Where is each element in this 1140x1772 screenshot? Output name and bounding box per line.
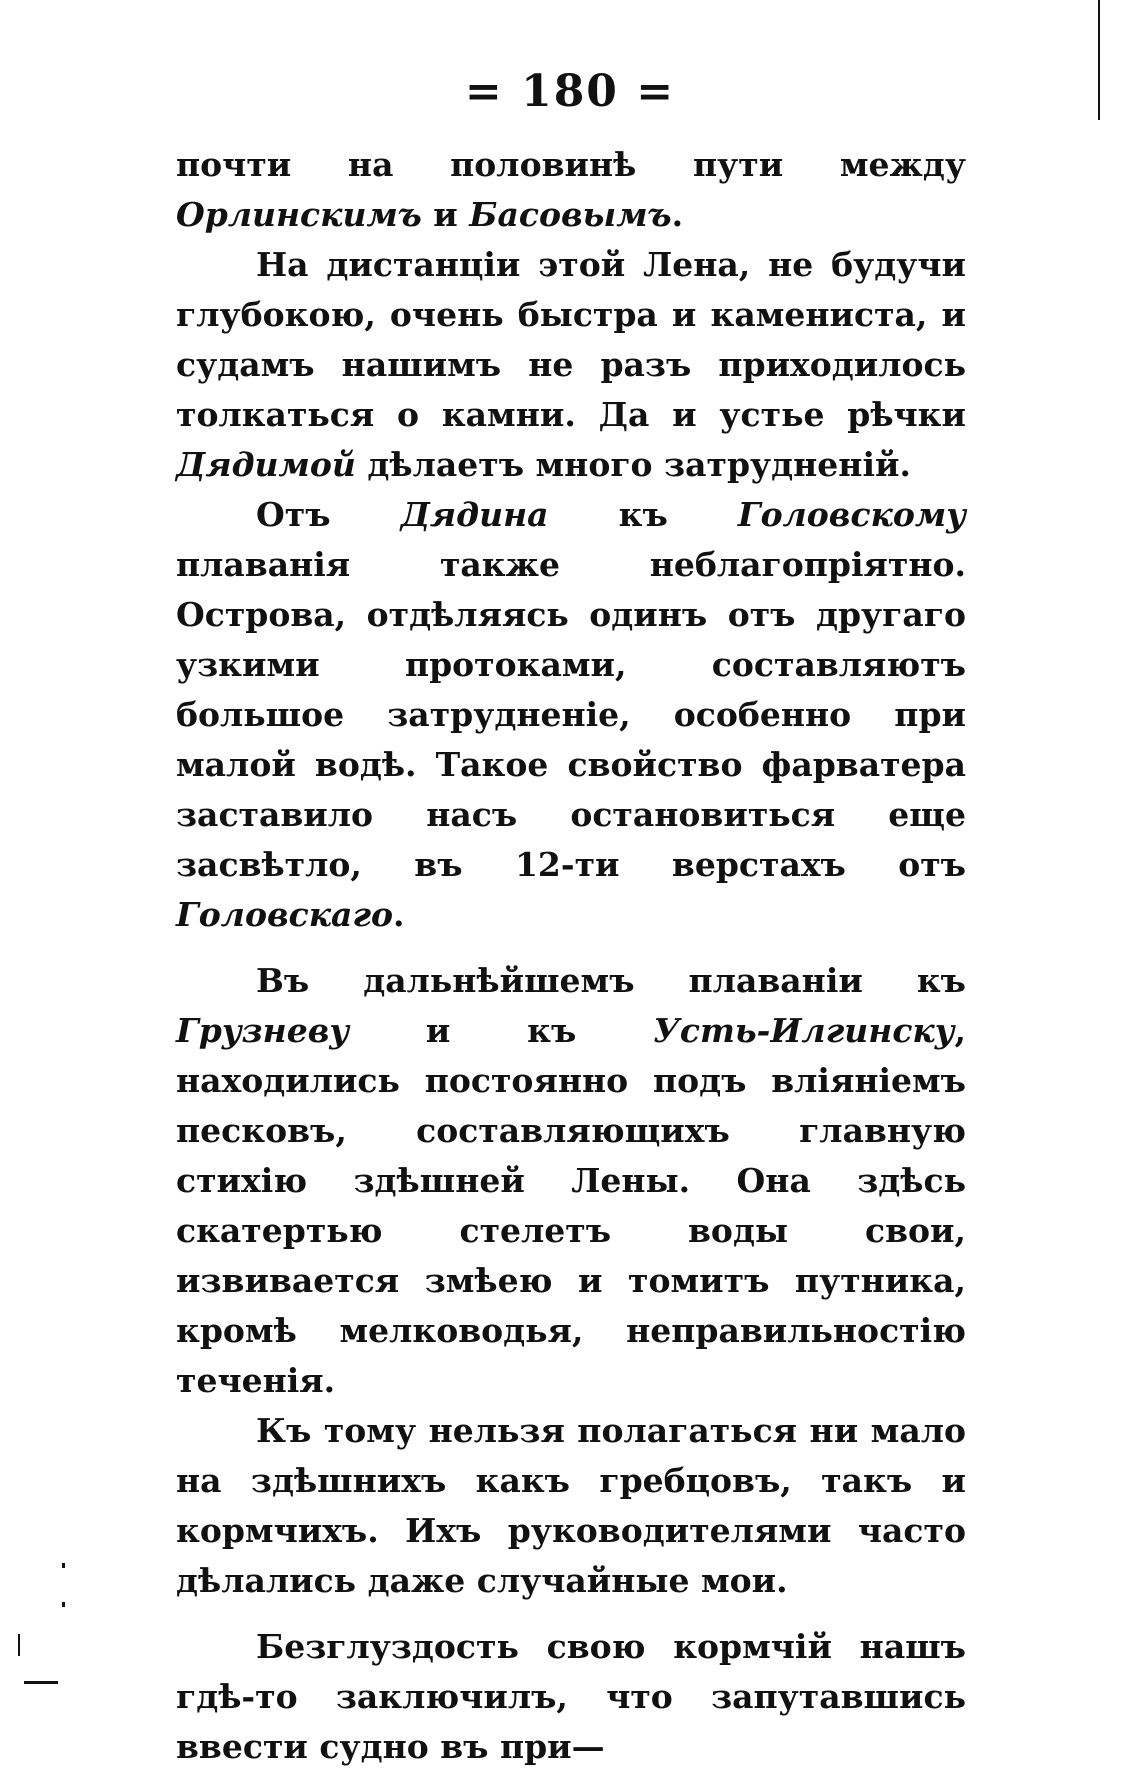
paragraph-content — [176, 245, 966, 484]
paragraph — [176, 1622, 966, 1772]
margin-rule — [1098, 0, 1100, 120]
margin-dot — [62, 1563, 65, 1568]
text-run: . — [393, 895, 405, 934]
paragraph — [176, 140, 966, 240]
text-run: Отъ — [256, 495, 401, 534]
text-run: Въ дальнѣйшемъ плаваніи къ — [256, 961, 966, 1000]
italic-place-name: Грузневу — [176, 1011, 350, 1050]
italic-place-name: Басовымъ — [469, 195, 672, 234]
paragraph-content — [176, 961, 966, 1400]
italic-place-name: Орлинскимъ — [176, 195, 422, 234]
paragraph-content — [176, 1627, 966, 1766]
italic-place-name: Головскаго — [176, 895, 394, 934]
page-text — [176, 140, 966, 1772]
text-run: Безглуздость свою кормчій нашъ гдѣ-то заключилъ, что запутавшись ввести судно въ при— — [176, 1627, 966, 1766]
paragraph-content — [176, 1411, 966, 1600]
margin-tick — [18, 1634, 20, 1656]
text-run: На дистанціи этой Лена, не будучи глубокою, очень быстра и камениста, и судамъ нашимъ не разъ приходилось толкаться о камни. Да и устье рѣчки — [176, 245, 966, 434]
margin-dash — [24, 1681, 58, 1684]
paragraph — [176, 490, 966, 940]
text-run: почти на половинѣ пути между — [176, 145, 966, 184]
italic-place-name: Дядина — [400, 495, 549, 534]
text-run: , находились постоянно подъ вліяніемъ песковъ, составляющихъ главную стихію здѣшней Лены. Она здѣсь скатертью стелетъ воды свои, извивается змѣею и томитъ путника, кромѣ мелководья, неправильностію теченія. — [176, 1011, 966, 1400]
italic-place-name: Дядимой — [176, 445, 356, 484]
text-run: и — [421, 195, 470, 234]
page-number: = 180 = — [464, 66, 676, 117]
margin-dot — [62, 1602, 65, 1607]
paragraph — [176, 240, 966, 490]
italic-place-name: Головскому — [737, 495, 967, 534]
paragraph-content — [176, 145, 966, 234]
text-run: дѣлаетъ много затрудненій. — [355, 445, 911, 484]
paragraph — [176, 956, 966, 1406]
text-run: плаванія также неблагопріятно. Острова, отдѣляясь одинъ отъ другаго узкими протоками, составляютъ большое затрудненіе, особенно при малой водѣ. Такое свойство фарватера заставило насъ остановиться еще засвѣтло, въ 12-ти верстахъ отъ — [176, 545, 966, 884]
text-run: . — [671, 195, 684, 234]
text-run: и къ — [349, 1011, 654, 1050]
paragraph — [176, 1406, 966, 1606]
text-run: Къ тому нельзя полагаться ни мало на здѣшнихъ какъ гребцовъ, такъ и кормчихъ. Ихъ руководителями часто дѣлались даже случайные мои. — [176, 1411, 966, 1600]
paragraph-content — [176, 495, 966, 934]
italic-place-name: Усть-Илгинску — [653, 1011, 955, 1050]
text-run: къ — [548, 495, 738, 534]
